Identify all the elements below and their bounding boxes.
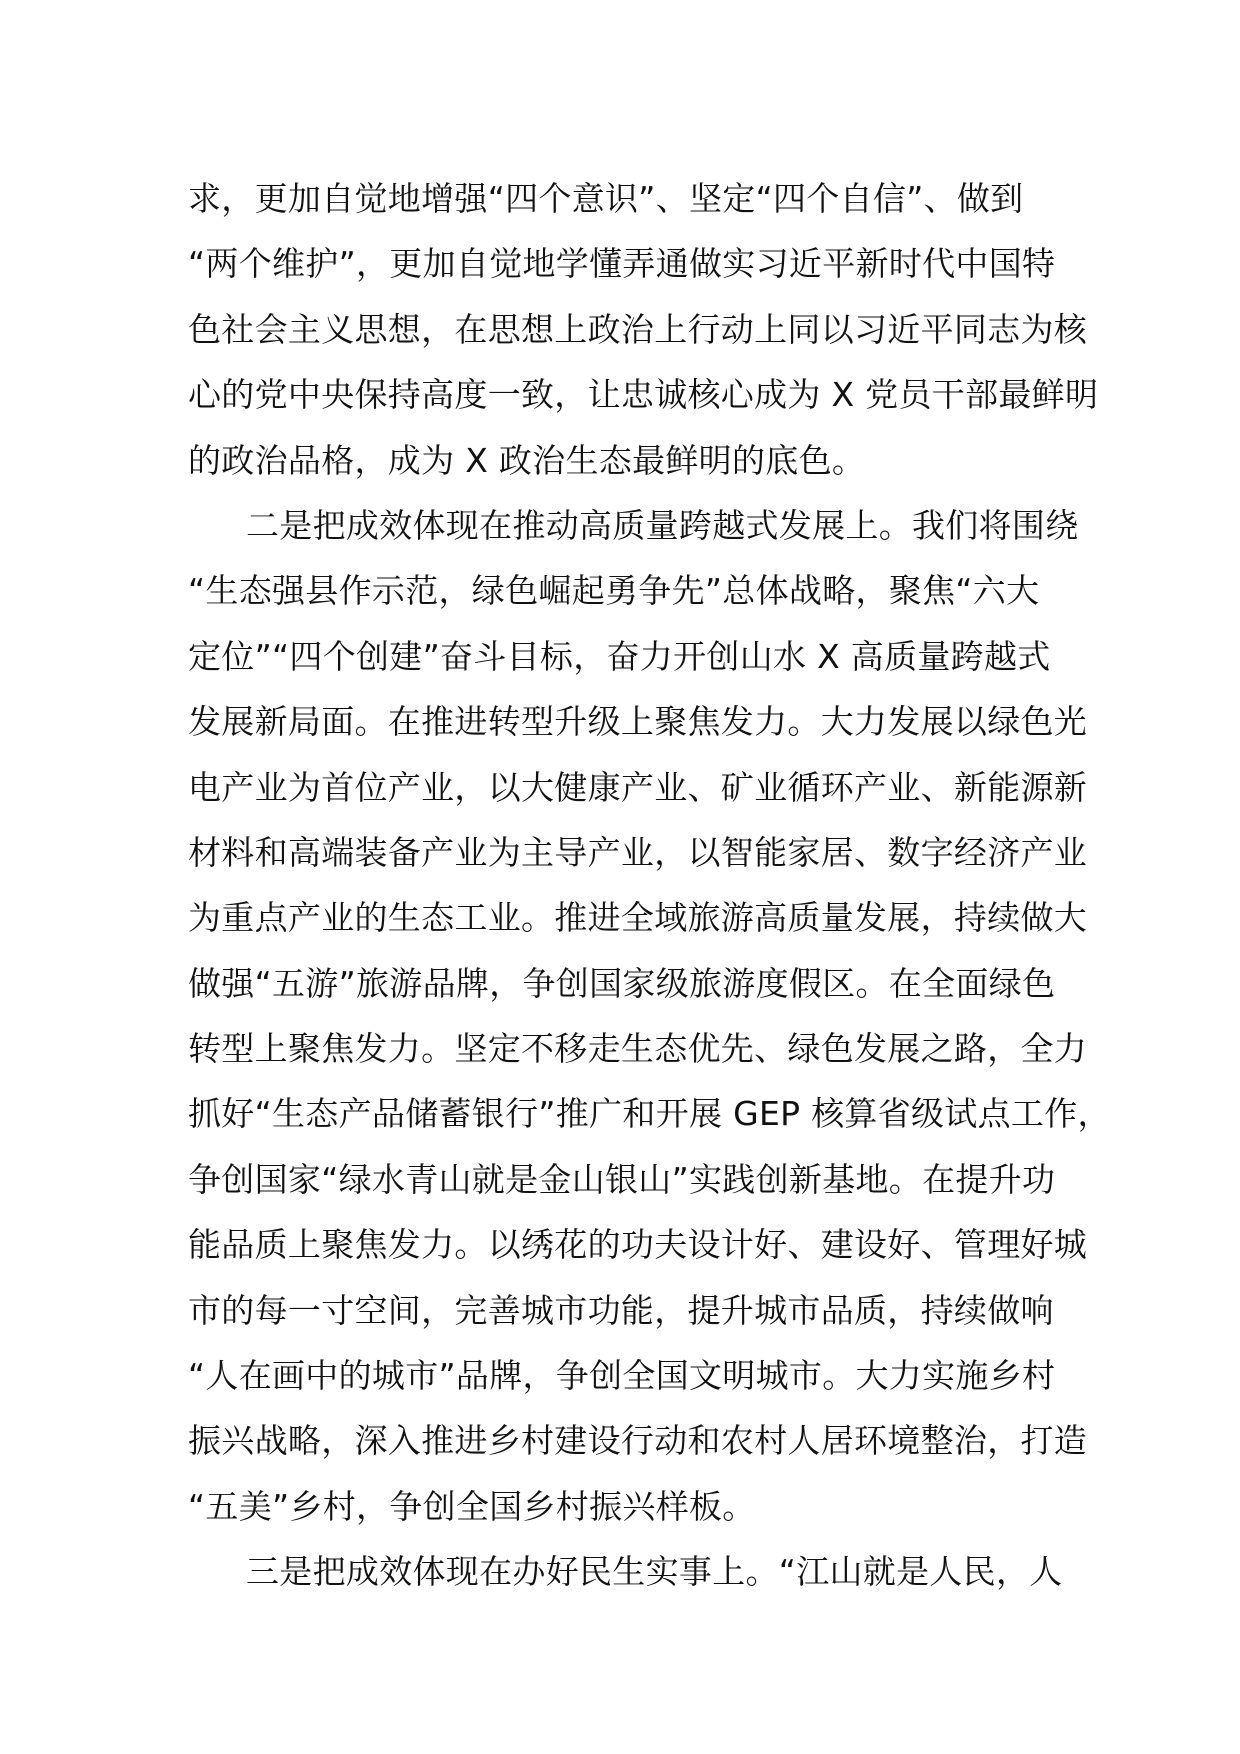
text-line: 电产业为首位产业，以大健康产业、矿业循环产业、新能源新 (188, 767, 1088, 807)
text-line: “人在画中的城市”品牌，争创全国文明城市。大力实施乡村 (188, 1356, 1056, 1396)
text-line: “五美”乡村，争创全国乡村振兴样板。 (188, 1486, 756, 1526)
text-line: 转型上聚焦发力。坚定不移走生态优先、绿色发展之路，全力 (188, 1029, 1088, 1069)
text-line: 定位”“四个创建”奋斗目标，奋力开创山水 X 高质量跨越式 (188, 636, 1051, 676)
text-line: 心的党中央保持高度一致，让忠诚核心成为 X 党员干部最鲜明 (188, 375, 1099, 415)
text-line: 做强“五游”旅游品牌，争创国家级旅游度假区。在全面绿色 (188, 963, 1056, 1003)
text-line: 的政治品格，成为 X 政治生态最鲜明的底色。 (188, 440, 866, 480)
text-line: “生态强县作示范，绿色崛起勇争先”总体战略，聚焦“六大 (188, 571, 1040, 611)
text-line: 材料和高端装备产业为主导产业，以智能家居、数字经济产业 (188, 832, 1088, 872)
document-body (188, 166, 1111, 1605)
text-line: 抓好“生态产品储蓄银行”推广和开展 GEP 核算省级试点工作， (188, 1094, 1111, 1134)
text-line: 振兴战略，深入推进乡村建设行动和农村人居环境整治，打造 (188, 1421, 1088, 1461)
text-line: 为重点产业的生态工业。推进全域旅游高质量发展，持续做大 (188, 898, 1088, 938)
text-line: 求，更加自觉地增强“四个意识”、坚定“四个自信”、做到 (188, 179, 1024, 218)
text-line: 争创国家“绿水青山就是金山银山”实践创新基地。在提升功 (188, 1159, 1056, 1199)
text-line: 市的每一寸空间，完善城市功能，提升城市品质，持续做响 (188, 1290, 1054, 1330)
text-line: 二是把成效体现在推动高质量跨越式发展上。我们将围绕 (246, 505, 1079, 545)
text-line: 发展新局面。在推进转型升级上聚焦发力。大力发展以绿色光 (188, 702, 1088, 742)
text-line: 色社会主义思想，在思想上政治上行动上同以习近平同志为核 (188, 309, 1088, 349)
text-line: 三是把成效体现在办好民生实事上。“江山就是人民，人 (246, 1552, 1063, 1592)
text-line: 能品质上聚焦发力。以绣花的功夫设计好、建设好、管理好城 (188, 1225, 1088, 1265)
text-line: “两个维护”，更加自觉地学懂弄通做实习近平新时代中国特 (188, 244, 1056, 284)
